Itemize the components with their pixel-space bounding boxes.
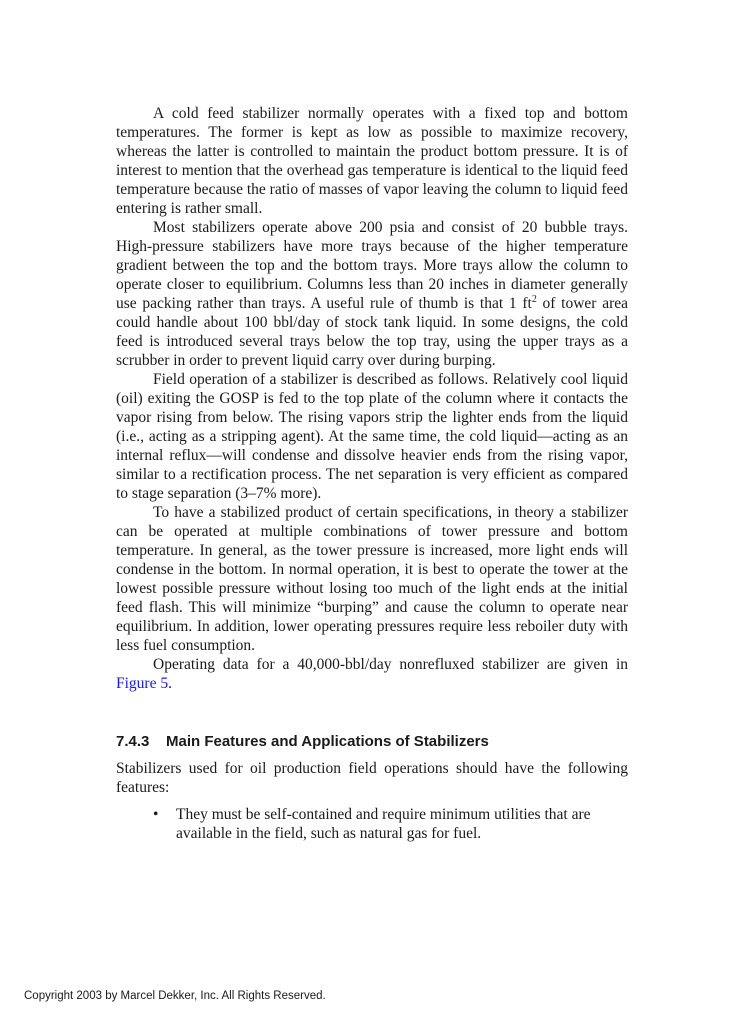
paragraph-stabilized-product: To have a stabilized product of certain specifications, in theory a stabilizer can be operated at multiple combinations of tower pressure and bottom temperature. In general, as the tower pressure is increased, more light ends will condense in the bottom. In normal operation, it is best to operate the tower at the lowest possible pressure without losing too much of the light ends at the initial feed flash. This will minimize “burping” and cause the column to operate near equilibrium. In addition, lower operating pressures require less reboiler duty with less fuel consumption. [116, 504, 628, 654]
section-heading [116, 732, 628, 751]
copyright-notice: Copyright 2003 by Marcel Dekker, Inc. All Rights Reserved. [24, 990, 326, 1002]
list-item-text: They must be self-contained and require minimum utilities that are available in the field, such as natural gas for fuel. [176, 806, 591, 842]
paragraph-trays-text-end: of tower area could handle about 100 bbl/day of stock tank liquid. In some designs, the cold feed is introduced several trays below the top tray, using the upper trays as a scrubber in order to prevent liquid carry over during burping. [116, 295, 628, 369]
figure-5-link[interactable]: Figure 5 [116, 675, 169, 692]
operating-data-tail: . [168, 675, 172, 692]
section-intro: Stabilizers used for oil production field operations should have the following features: [116, 760, 628, 796]
bullet-icon: • [153, 806, 159, 823]
paragraph-trays-text-start: Most stabilizers operate above 200 psia and consist of 20 bubble trays. High-pressure stabilizers have more trays because of the higher temperature gradient between the top and the bottom trays. More trays allow the column to operate closer to equilibrium. Columns less than 20 inches in diameter generally use packing rather than trays. A useful rule of thumb is that 1 ft [116, 219, 628, 312]
superscript-squared: 2 [531, 294, 537, 305]
paragraph-operating-data [116, 655, 628, 693]
paragraph-field-operation: Field operation of a stabilizer is described as follows. Relatively cool liquid (oil) exiting the GOSP is fed to the top plate of the column where it contacts the vapor rising from below. The rising vapors strip the lighter ends from the liquid (i.e., acting as a stripping agent). At the same time, the cold liquid—acting as an internal reflux—will condense and dissolve heavier ends from the rising vapor, similar to a rectification process. The net separation is very efficient as compared to stage separation (3–7% more). [116, 371, 628, 502]
section-number: 7.4.3 [116, 733, 150, 750]
operating-data-text: Operating data for a 40,000-bbl/day nonrefluxed stabilizer are given in [153, 656, 628, 673]
paragraph-stabilizer-trays [116, 218, 628, 370]
page-body [116, 104, 628, 843]
paragraph-cold-feed-stabilizer: A cold feed stabilizer normally operates with a fixed top and bottom temperatures. The former is kept as low as possible to maximize recovery, whereas the latter is controlled to maintain the product bottom pressure. It is of interest to mention that the overhead gas temperature is identical to the liquid feed temperature because the ratio of masses of vapor leaving the column to liquid feed entering is rather small. [116, 105, 628, 217]
list-item [116, 805, 628, 843]
section-title: Main Features and Applications of Stabilizers [166, 733, 489, 750]
features-list [116, 805, 628, 843]
